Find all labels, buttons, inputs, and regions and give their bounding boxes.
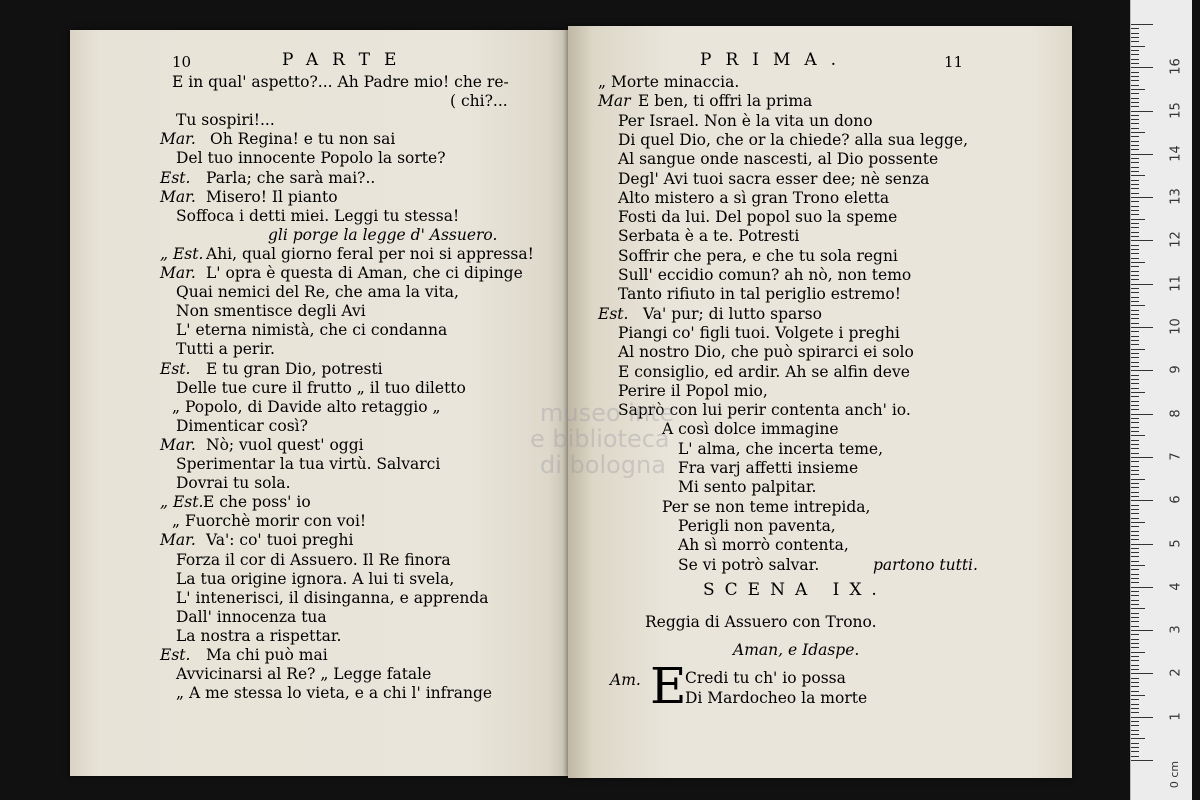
ruler-tick — [1131, 214, 1139, 215]
verse-line: Soffoca i detti miei. Leggi tu stessa! — [176, 206, 460, 225]
ruler-tick — [1131, 483, 1139, 484]
ruler-tick — [1131, 240, 1153, 241]
ruler-tick — [1131, 422, 1139, 423]
verse-line: Del tuo innocente Popolo la sorte? — [176, 149, 446, 168]
ruler-label: 8 — [1168, 408, 1184, 418]
speaker-label: Mar. — [160, 264, 196, 282]
ruler-tick — [1131, 730, 1139, 731]
ruler-tick — [1131, 760, 1153, 761]
verse-line: Al sangue onde nascesti, al Dio possente — [618, 150, 939, 169]
ruler-tick — [1131, 206, 1139, 207]
ruler-tick — [1131, 548, 1139, 549]
verse-line: Saprò con lui perir contenta anch' io. — [618, 401, 911, 420]
ruler-tick — [1131, 219, 1145, 220]
ruler-label: 13 — [1168, 188, 1184, 205]
ruler-tick — [1131, 734, 1139, 735]
ruler-tick — [1131, 756, 1139, 757]
verse-line: gli porge la legge d' Assuero. — [268, 225, 498, 244]
ruler-tick — [1131, 353, 1139, 354]
ruler-tick — [1131, 535, 1139, 536]
ruler-tick — [1131, 362, 1139, 363]
ruler-tick — [1131, 37, 1139, 38]
ruler-tick — [1131, 41, 1139, 42]
verse-line: Tutti a perir. — [176, 340, 275, 359]
ruler-tick — [1131, 660, 1139, 661]
ruler-tick — [1131, 162, 1139, 163]
ruler-tick — [1131, 743, 1139, 744]
verse-line: „ Popolo, di Davide alto retaggio „ — [172, 397, 441, 416]
verse-line: Per se non teme intrepida, — [662, 497, 871, 516]
verse-line: Parla; che sarà mai?.. — [206, 168, 376, 187]
ruler-tick — [1131, 379, 1139, 380]
ruler-tick — [1131, 128, 1139, 129]
verse-line: Ah sì morrò contenta, — [678, 536, 849, 555]
ruler-tick — [1131, 331, 1139, 332]
ruler-tick — [1131, 569, 1139, 570]
ruler-label: 16 — [1168, 58, 1184, 75]
ruler-tick — [1131, 686, 1139, 687]
ruler-tick — [1131, 392, 1145, 393]
verse-line: Soffrir che pera, e che tu sola regni — [618, 246, 898, 265]
ruler-tick — [1131, 123, 1139, 124]
verse-line: Tu sospiri!... — [176, 111, 275, 130]
drop-cap: E — [650, 657, 687, 715]
ruler-tick — [1131, 414, 1153, 415]
ruler-tick — [1131, 106, 1139, 107]
ruler-label: 4 — [1168, 582, 1184, 591]
ruler-tick — [1131, 470, 1139, 471]
ruler-tick — [1131, 375, 1139, 376]
speaker-label: Mar. — [160, 130, 196, 149]
ruler-tick — [1131, 340, 1139, 341]
ruler-tick — [1131, 721, 1139, 722]
ruler-tick — [1131, 197, 1153, 198]
ruler-tick — [1131, 526, 1139, 527]
ruler-tick — [1131, 708, 1139, 709]
ruler-tick — [1131, 552, 1139, 553]
verse-line: Delle tue cure il frutto „ il tuo diletto — [176, 378, 466, 397]
ruler-tick — [1131, 518, 1139, 519]
ruler-tick — [1131, 357, 1139, 358]
verse-line: E ben, ti offri la prima — [638, 92, 813, 111]
speaker-label: „ Est. — [160, 493, 204, 512]
ruler-tick — [1131, 245, 1139, 246]
ruler-tick — [1131, 301, 1139, 302]
verse-line: Degl' Avi tuoi sacra esser dee; nè senza — [618, 169, 930, 188]
verse-line: Dimenticar così? — [176, 416, 308, 435]
ruler-tick — [1131, 180, 1139, 181]
ruler-tick — [1131, 184, 1139, 185]
ruler-tick — [1131, 89, 1145, 90]
ruler-tick — [1131, 461, 1139, 462]
ruler-tick — [1131, 154, 1153, 155]
speaker-label: Mar. — [160, 531, 196, 550]
measuring-ruler — [1130, 0, 1192, 800]
ruler-tick — [1131, 747, 1139, 748]
ruler-label: 5 — [1168, 538, 1184, 548]
ruler-tick — [1131, 427, 1139, 428]
verse-line: Per Israel. Non è la vita un dono — [618, 111, 873, 130]
verse-line: E tu gran Dio, potresti — [206, 359, 383, 378]
ruler-tick — [1131, 305, 1145, 306]
speaker-label: „ Est. — [160, 244, 204, 263]
ruler-tick — [1131, 336, 1139, 337]
ruler-tick — [1131, 634, 1139, 635]
ruler-tick — [1131, 725, 1139, 726]
verse-line: Misero! Il pianto — [206, 187, 338, 206]
verse-line: „ Morte minaccia. — [598, 73, 740, 91]
verse-line: Ma chi può mai — [206, 646, 328, 664]
ruler-tick — [1131, 448, 1139, 449]
ruler-tick — [1131, 639, 1139, 640]
ruler-tick — [1131, 232, 1139, 233]
ruler-tick — [1131, 440, 1139, 441]
ruler-label: 6 — [1168, 495, 1184, 504]
ruler-tick — [1131, 171, 1139, 172]
verse-line: Sull' eccidio comun? ah nò, non temo — [618, 266, 912, 284]
speaker-label: Mar. — [160, 435, 196, 454]
ruler-tick — [1131, 466, 1139, 467]
ruler-label: 1 — [1168, 712, 1184, 721]
ruler-tick — [1131, 349, 1145, 350]
ruler-tick — [1131, 67, 1153, 68]
ruler-tick — [1131, 496, 1139, 497]
verse-line: Di quel Dio, che or la chiede? alla sua legge, — [618, 130, 969, 149]
ruler-tick — [1131, 561, 1139, 562]
ruler-tick — [1131, 223, 1139, 224]
ruler-tick — [1131, 699, 1139, 700]
ruler-tick — [1131, 591, 1139, 592]
ruler-tick — [1131, 59, 1139, 60]
ruler-label: 15 — [1168, 101, 1184, 119]
ruler-tick — [1131, 544, 1153, 545]
verse-line: Mi sento palpitar. — [678, 478, 817, 497]
ruler-tick — [1131, 292, 1139, 293]
ruler-tick — [1131, 132, 1145, 133]
ruler-tick — [1131, 102, 1139, 103]
ruler-tick — [1131, 487, 1139, 488]
ruler-tick — [1131, 630, 1153, 631]
ruler-tick — [1131, 691, 1139, 692]
watermark-line: di bologna — [540, 451, 666, 479]
ruler-tick — [1131, 310, 1139, 311]
ruler-label: 9 — [1168, 365, 1184, 374]
ruler-tick — [1131, 249, 1139, 250]
ruler-tick — [1131, 279, 1139, 280]
running-head: PRIMA. — [700, 50, 851, 70]
speaker-label: Est. — [160, 646, 191, 664]
watermark-line: museo inte — [540, 399, 675, 427]
verse-line: Perigli non paventa, — [678, 516, 836, 535]
verse-line: Va': co' tuoi preghi — [206, 531, 354, 550]
ruler-tick — [1131, 453, 1139, 454]
verse-line: Fosti da lui. Del popol suo la speme — [618, 208, 898, 227]
ruler-tick — [1131, 318, 1139, 319]
ruler-tick — [1131, 193, 1139, 194]
verse-line: L' intenerisci, il disinganna, e apprenda — [176, 588, 489, 607]
ruler-tick — [1131, 678, 1139, 679]
ruler-tick — [1131, 236, 1139, 237]
ruler-label: 2 — [1168, 668, 1184, 678]
verse-line: La tua origine ignora. A lui ti svela, — [176, 569, 455, 588]
ruler-tick — [1131, 24, 1153, 25]
ruler-tick — [1131, 457, 1153, 458]
speaker-label: Est. — [598, 304, 629, 323]
verse-line: Piangi co' figli tuoi. Volgete i preghi — [618, 323, 900, 342]
ruler-tick — [1131, 288, 1139, 289]
ruler-tick — [1131, 695, 1145, 696]
ruler-tick — [1131, 253, 1139, 254]
verse-line: Perire il Popol mio, — [618, 381, 768, 400]
ruler-tick — [1131, 431, 1139, 432]
verse-line: Forza il cor di Assuero. Il Re finora — [176, 550, 451, 569]
ruler-tick — [1131, 76, 1139, 77]
ruler-tick — [1131, 388, 1139, 389]
verse-line: Non smentisce degli Avi — [176, 302, 366, 321]
verse-line: „ Fuorchè morir con voi! — [172, 512, 367, 531]
ruler-tick — [1131, 284, 1153, 285]
ruler-tick — [1131, 673, 1153, 674]
verse-line: Nò; vuol quest' oggi — [206, 435, 364, 454]
verse-line: E in qual' aspetto?... Ah Padre mio! che re- — [172, 73, 509, 91]
verse-line: ( chi?... — [450, 92, 508, 111]
ruler-tick — [1131, 643, 1139, 644]
ruler-tick — [1131, 396, 1139, 397]
ruler-tick — [1131, 717, 1153, 718]
speaker-label: Am. — [610, 671, 641, 689]
verse-line: partono tutti. — [873, 555, 978, 574]
verse-line: Serbata è a te. Potresti — [618, 227, 800, 246]
ruler-tick — [1131, 582, 1139, 583]
ruler-tick — [1131, 314, 1139, 315]
ruler-tick — [1131, 522, 1145, 523]
verse-line: Alto mistero a sì gran Trono eletta — [618, 188, 890, 207]
ruler-tick — [1131, 210, 1139, 211]
ruler-tick — [1131, 738, 1145, 739]
ruler-tick — [1131, 608, 1145, 609]
ruler-tick — [1131, 751, 1139, 752]
ruler-label: 10 — [1168, 318, 1184, 335]
ruler-tick — [1131, 188, 1139, 189]
speaker-label: Est. — [160, 359, 191, 378]
ruler-tick — [1131, 275, 1139, 276]
ruler-tick — [1131, 604, 1139, 605]
verse-line: Se vi potrò salvar. — [678, 555, 820, 574]
ruler-tick — [1131, 28, 1139, 29]
verse-line: L' opra è questa di Aman, che ci dipinge — [206, 264, 523, 282]
ruler-label: 14 — [1168, 145, 1184, 162]
verse-line: Avvicinarsi al Re? „ Legge fatale — [176, 665, 432, 684]
ruler-tick — [1131, 262, 1145, 263]
verse-line: Dall' innocenza tua — [176, 607, 327, 626]
ruler-tick — [1131, 409, 1139, 410]
verse-line: Ahi, qual giorno feral per noi si appressa! — [206, 244, 534, 263]
ruler-tick — [1131, 149, 1139, 150]
ruler-tick — [1131, 227, 1139, 228]
verse-line: La nostra a rispettar. — [176, 626, 342, 645]
verse-line: E che poss' io — [203, 493, 311, 512]
verse-line: Sperimentar la tua virtù. Salvarci — [176, 455, 441, 473]
ruler-tick — [1131, 63, 1139, 64]
ruler-tick — [1131, 80, 1139, 81]
verse-line: „ A me stessa lo vieta, e a chi l' infrange — [176, 684, 493, 703]
ruler-tick — [1131, 33, 1139, 34]
speaker-label: Mar. — [160, 187, 196, 206]
verse-line: Dovrai tu sola. — [176, 474, 291, 493]
verse-line: Quai nemici del Re, che ama la vita, — [176, 283, 459, 302]
watermark — [530, 399, 675, 479]
ruler-tick — [1131, 574, 1139, 575]
speaker-label: Mar — [598, 92, 631, 111]
ruler-tick — [1131, 556, 1139, 557]
verse-line: Va' pur; di lutto sparso — [643, 304, 822, 323]
verse-line: Fra varj affetti insieme — [678, 459, 859, 477]
ruler-tick — [1131, 621, 1139, 622]
verse-line: E consiglio, ed ardir. Ah se alfin deve — [618, 362, 910, 381]
ruler-tick — [1131, 539, 1139, 540]
ruler-tick — [1131, 85, 1139, 86]
ruler-tick — [1131, 565, 1145, 566]
ruler-tick — [1131, 327, 1153, 328]
ruler-tick — [1131, 704, 1139, 705]
ruler-tick — [1131, 344, 1139, 345]
ruler-tick — [1131, 435, 1145, 436]
verse-line: Al nostro Dio, che può spirarci ei solo — [618, 343, 914, 362]
ruler-tick — [1131, 136, 1139, 137]
ruler-tick — [1131, 444, 1139, 445]
verse-line: Credi tu ch' io possa — [685, 669, 846, 687]
ruler-tick — [1131, 617, 1139, 618]
ruler-tick — [1131, 158, 1139, 159]
ruler-tick — [1131, 383, 1139, 384]
ruler-tick — [1131, 323, 1139, 324]
ruler-unit-label: 0 cm — [1168, 760, 1182, 789]
ruler-tick — [1131, 401, 1139, 402]
ruler-tick — [1131, 613, 1139, 614]
ruler-tick — [1131, 93, 1139, 94]
ruler-tick — [1131, 271, 1139, 272]
ruler-tick — [1131, 72, 1139, 73]
page-number: 10 — [172, 53, 192, 71]
ruler-tick — [1131, 505, 1139, 506]
page-number: 11 — [944, 53, 964, 71]
ruler-tick — [1131, 418, 1139, 419]
ruler-tick — [1131, 626, 1139, 627]
scene-characters: Aman, e Idaspe. — [733, 641, 860, 659]
verse-line: Tanto rifiuto in tal periglio estremo! — [618, 285, 901, 304]
ruler-tick — [1131, 266, 1139, 267]
ruler-tick — [1131, 509, 1139, 510]
verse-line: Di Mardocheo la morte — [685, 689, 868, 707]
ruler-tick — [1131, 652, 1145, 653]
ruler-tick — [1131, 531, 1139, 532]
verse-line: A così dolce immagine — [662, 420, 839, 439]
ruler-tick — [1131, 50, 1139, 51]
ruler-tick — [1131, 167, 1139, 168]
ruler-tick — [1131, 297, 1139, 298]
ruler-tick — [1131, 600, 1139, 601]
watermark-line: e biblioteca — [530, 425, 670, 453]
ruler-tick — [1131, 656, 1139, 657]
ruler-tick — [1131, 145, 1139, 146]
ruler-tick — [1131, 492, 1139, 493]
verse-line: L' eterna nimistà, che ci condanna — [176, 321, 448, 340]
ruler-tick — [1131, 500, 1153, 501]
ruler-tick — [1131, 175, 1145, 176]
ruler-tick — [1131, 46, 1145, 47]
ruler-tick — [1131, 405, 1139, 406]
ruler-tick — [1131, 119, 1139, 120]
ruler-tick — [1131, 366, 1139, 367]
ruler-tick — [1131, 578, 1139, 579]
ruler-tick — [1131, 479, 1145, 480]
ruler-tick — [1131, 712, 1139, 713]
running-head: PARTE — [282, 50, 411, 70]
ruler-tick — [1131, 115, 1139, 116]
ruler-tick — [1131, 54, 1139, 55]
ruler-tick — [1131, 98, 1139, 99]
scene-setting: Reggia di Assuero con Trono. — [645, 613, 877, 631]
ruler-tick — [1131, 201, 1139, 202]
ruler-label: 11 — [1168, 274, 1184, 292]
speaker-label: Est. — [160, 168, 191, 187]
verse-line: L' alma, che incerta teme, — [678, 439, 884, 458]
ruler-tick — [1131, 647, 1139, 648]
ruler-tick — [1131, 665, 1139, 666]
ruler-tick — [1131, 141, 1139, 142]
ruler-tick — [1131, 669, 1139, 670]
ruler-tick — [1131, 474, 1139, 475]
ruler-tick — [1131, 513, 1139, 514]
ruler-label: 3 — [1168, 625, 1184, 634]
ruler-tick — [1131, 682, 1139, 683]
ruler-tick — [1131, 370, 1153, 371]
scene-heading: SCENA IX. — [703, 580, 887, 600]
ruler-tick — [1131, 595, 1139, 596]
ruler-tick — [1131, 587, 1153, 588]
verse-line: Oh Regina! e tu non sai — [210, 130, 396, 149]
ruler-label: 12 — [1168, 231, 1184, 249]
ruler-tick — [1131, 258, 1139, 259]
ruler-label: 7 — [1168, 452, 1184, 461]
ruler-tick — [1131, 111, 1153, 112]
